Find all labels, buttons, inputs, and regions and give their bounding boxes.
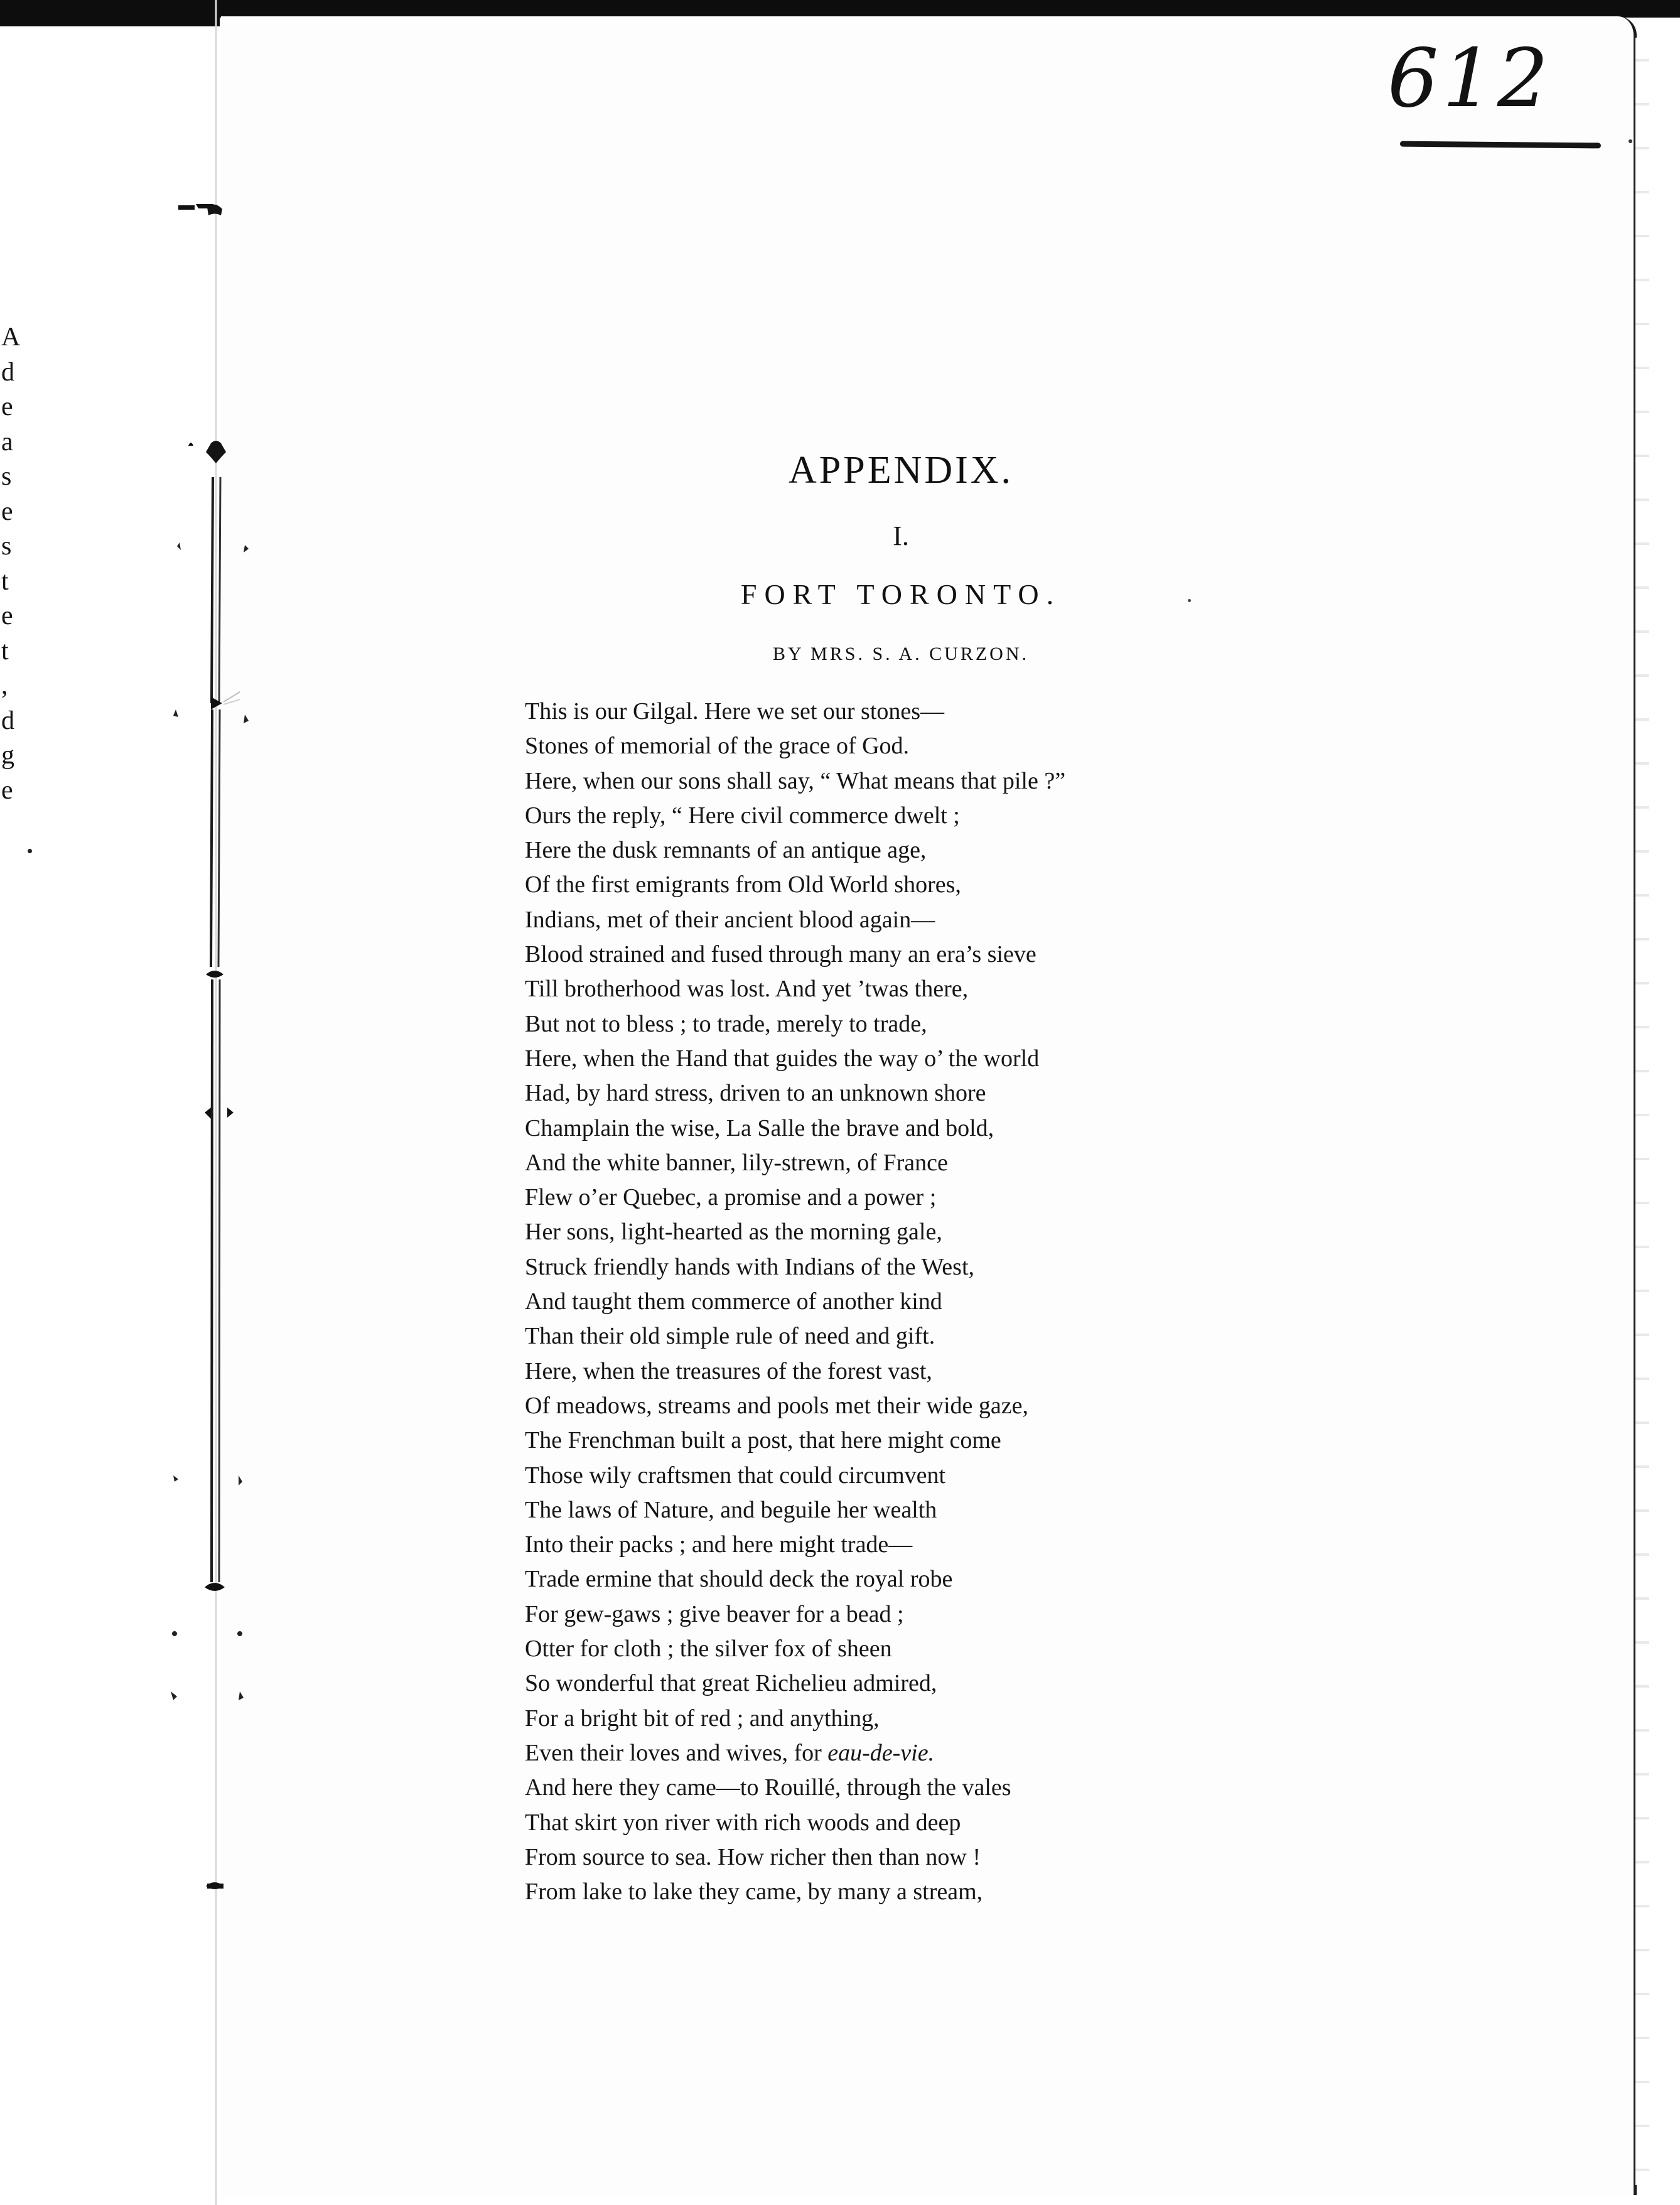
poem-line: Champlain the wise, La Salle the brave and bold,: [525, 1114, 994, 1141]
poem-line: And taught them commerce of another kind: [525, 1288, 942, 1315]
poem-line: The Frenchman built a post, that here might come: [525, 1427, 1001, 1454]
section-numeral: I.: [893, 520, 909, 551]
left-fragment: s: [1, 532, 12, 561]
left-fragment: e: [1, 601, 13, 630]
poem-line: Blood strained and fused through many an era’s sieve: [525, 941, 1037, 968]
poem-line: Struck friendly hands with Indians of the West,: [525, 1253, 975, 1280]
poem-line: So wonderful that great Richelieu admired,: [525, 1670, 937, 1697]
scan-top-edge: [0, 0, 1680, 18]
appendix-heading: APPENDIX.: [788, 449, 1014, 492]
stray-dot: [1188, 599, 1191, 602]
poem-line: For gew-gaws ; give beaver for a bead ;: [525, 1600, 904, 1627]
page-stack-edge: [1635, 38, 1649, 2185]
poem-line: From lake to lake they came, by many a stream,: [525, 1879, 983, 1906]
poem-title: FORT TORONTO.: [740, 578, 1062, 610]
poem-text: [525, 694, 1303, 1909]
poem-line: Otter for cloth ; the silver fox of sheen: [525, 1636, 892, 1663]
poem-line: From source to sea. How richer then than now !: [525, 1843, 981, 1870]
left-fragment: d: [1, 357, 14, 387]
left-fragment: e: [1, 392, 13, 421]
poem-line: And the white banner, lily-strewn, of France: [525, 1149, 948, 1176]
poem-line: Into their packs ; and here might trade—: [525, 1531, 913, 1558]
poem-line: Had, by hard stress, driven to an unknown shore: [525, 1080, 986, 1107]
left-page-dot: [28, 849, 32, 853]
folio-number: 612: [1387, 32, 1553, 126]
poem-line-text: Even their loves and wives, for: [525, 1739, 828, 1766]
poem-line: [525, 1736, 1303, 1771]
poem-line: The laws of Nature, and beguile her wealth: [525, 1496, 937, 1523]
left-fragment: t: [1, 566, 9, 596]
poem-line: Than their old simple rule of need and gift.: [525, 1323, 935, 1350]
left-facing-page: [0, 26, 196, 2205]
poem-line: Stones of memorial of the grace of God.: [525, 733, 910, 760]
left-fragment: e: [1, 775, 13, 805]
poem-line: Trade ermine that should deck the royal robe: [525, 1566, 953, 1593]
poem-line: That skirt yon river with rich woods and deep: [525, 1809, 961, 1836]
poem-line: Here, when the Hand that guides the way o’ the world: [525, 1045, 1040, 1072]
left-fragment: g: [1, 741, 14, 770]
poem-line: Her sons, light-hearted as the morning gale,: [525, 1219, 942, 1246]
poem-line-italic: eau-de-vie.: [827, 1739, 935, 1766]
poem-line: Till brotherhood was lost. And yet ’twas there,: [525, 976, 969, 1003]
poem-line: Here, when the treasures of the forest vast,: [525, 1357, 932, 1384]
poem-line: But not to bless ; to trade, merely to trade,: [525, 1010, 927, 1037]
left-fragment: d: [1, 706, 14, 735]
poem-line: Ours the reply, “ Here civil commerce dwelt ;: [525, 802, 960, 829]
poem-line: Indians, met of their ancient blood again—: [525, 906, 935, 933]
left-fragment: e: [1, 497, 13, 526]
poem-line: Of the first emigrants from Old World shores,: [525, 871, 961, 898]
folio-dot: [1629, 139, 1632, 143]
left-fragment: t: [1, 636, 9, 666]
poem-line: This is our Gilgal. Here we set our stones—: [525, 698, 945, 725]
stitch-tufts-icon: [170, 201, 264, 1959]
poem-line: And here they came—to Rouillé, through the vales: [525, 1774, 1011, 1801]
poem-line: Of meadows, streams and pools met their wide gaze,: [525, 1392, 1028, 1419]
poem-line: For a bright bit of red ; and anything,: [525, 1705, 880, 1732]
poem-line: Flew o’er Quebec, a promise and a power ;: [525, 1184, 937, 1211]
scan-top-edge-left: [0, 0, 220, 26]
poem-line: Those wily craftsmen that could circumvent: [525, 1462, 946, 1489]
poem-line: Here, when our sons shall say, “ What means that pile ?”: [525, 767, 1066, 794]
left-fragment: ,: [1, 671, 8, 700]
left-fragment: s: [1, 462, 12, 491]
left-fragment: A: [1, 323, 21, 352]
left-fragment: a: [1, 427, 13, 456]
poem-byline: BY MRS. S. A. CURZON.: [773, 644, 1029, 664]
poem-line: Here the dusk remnants of an antique age,: [525, 837, 927, 864]
left-page-fragments: [1, 320, 26, 808]
